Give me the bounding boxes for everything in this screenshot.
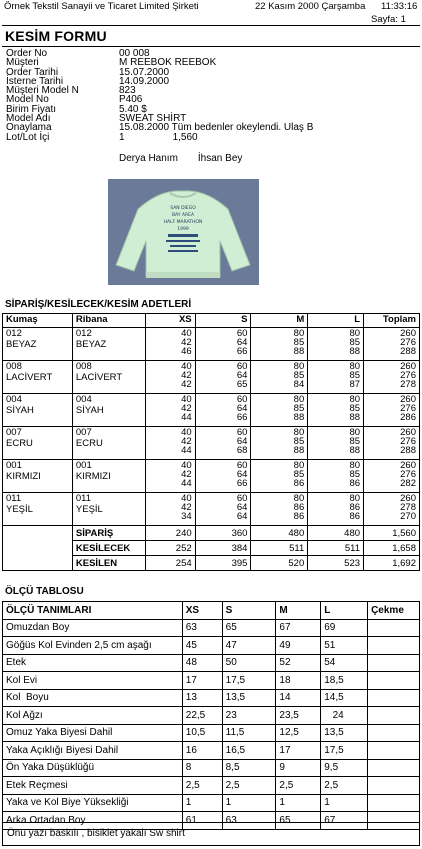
info-label: Onaylama bbox=[6, 122, 52, 134]
measure-value: 16 bbox=[182, 742, 222, 760]
total-cell: 260 276 282 bbox=[364, 460, 420, 493]
shrink-value bbox=[368, 742, 420, 760]
info-row bbox=[6, 133, 313, 142]
size-cell: 80 85 87 bbox=[308, 361, 364, 394]
measure-value: 18 bbox=[276, 672, 321, 690]
measure-value: 1 bbox=[222, 794, 276, 812]
totals-label: SİPARİŞ bbox=[72, 526, 145, 541]
size-cell: 40 42 46 bbox=[145, 328, 195, 361]
column-header: XS bbox=[145, 314, 195, 328]
measure-value: 18,5 bbox=[321, 672, 368, 690]
size-cell: 384 bbox=[195, 541, 251, 556]
print-line: BAY AREA bbox=[171, 213, 195, 218]
measure-value: 12,5 bbox=[276, 724, 321, 742]
column-header: S bbox=[222, 602, 276, 620]
shrink-value bbox=[368, 707, 420, 725]
info-row bbox=[6, 86, 313, 95]
info-value: 5.40 $ bbox=[119, 103, 147, 115]
shrink-value bbox=[368, 619, 420, 637]
table-row bbox=[3, 493, 420, 526]
size-cell: 523 bbox=[308, 556, 364, 571]
size-cell: 40 42 42 bbox=[145, 361, 195, 394]
size-cell: 80 85 88 bbox=[251, 394, 308, 427]
measure-value: 14,5 bbox=[321, 689, 368, 707]
fabric-cell: 011 YEŞİL bbox=[3, 493, 73, 526]
measure-value: 23 bbox=[222, 707, 276, 725]
measure-value: 65 bbox=[276, 812, 321, 830]
rib-cell: 007 ECRU bbox=[72, 427, 145, 460]
contact-name: Derya Hanım bbox=[119, 153, 178, 164]
fabric-cell: 012 BEYAZ bbox=[3, 328, 73, 361]
measure-name: Etek Reçmesi bbox=[3, 777, 183, 795]
size-cell: 80 85 88 bbox=[308, 394, 364, 427]
info-value: 00 008 bbox=[119, 48, 150, 59]
size-cell: 511 bbox=[251, 541, 308, 556]
measure-name: Ön Yaka Düşüklüğü bbox=[3, 759, 183, 777]
measure-name: Kol Ağzı bbox=[3, 707, 183, 725]
title-divider bbox=[2, 46, 420, 47]
size-cell: 80 85 88 bbox=[308, 427, 364, 460]
measure-value: 24 bbox=[321, 707, 368, 725]
sweatshirt-image bbox=[108, 179, 259, 285]
table-row bbox=[3, 637, 420, 655]
print-line: SAN DIEGO bbox=[170, 206, 196, 211]
measure-value: 13,5 bbox=[222, 689, 276, 707]
rib-cell: 011 YEŞİL bbox=[72, 493, 145, 526]
column-header: Çekme bbox=[368, 602, 420, 620]
order-header-row bbox=[3, 314, 420, 328]
order-table bbox=[2, 313, 420, 571]
measure-value: 2,5 bbox=[182, 777, 222, 795]
measure-value: 23,5 bbox=[276, 707, 321, 725]
measure-value: 9 bbox=[276, 759, 321, 777]
total-cell: 260 276 286 bbox=[364, 394, 420, 427]
info-label: Order No bbox=[6, 48, 48, 59]
fabric-cell: 004 SİYAH bbox=[3, 394, 73, 427]
column-header: M bbox=[276, 602, 321, 620]
size-cell: 360 bbox=[195, 526, 251, 541]
info-value: 15.07.2000 bbox=[119, 66, 170, 78]
measure-value: 52 bbox=[276, 654, 321, 672]
size-cell: 80 85 88 bbox=[308, 328, 364, 361]
company-name: Örnek Tekstil Sanayii ve Ticaret Limited Şirketi bbox=[4, 1, 199, 12]
column-header: M bbox=[251, 314, 308, 328]
size-cell: 60 64 66 bbox=[195, 394, 251, 427]
size-cell: 480 bbox=[308, 526, 364, 541]
totals-row bbox=[3, 526, 420, 541]
measure-value: 2,5 bbox=[222, 777, 276, 795]
table-row bbox=[3, 689, 420, 707]
measure-value: 67 bbox=[321, 812, 368, 830]
table-row bbox=[3, 759, 420, 777]
measure-name: Omuz Yaka Biyesi Dahil bbox=[3, 724, 183, 742]
measure-name: Göğüs Kol Evinden 2,5 cm aşağı bbox=[3, 637, 183, 655]
size-cell: 60 64 66 bbox=[195, 460, 251, 493]
product-photo bbox=[108, 179, 259, 285]
product-note: Önü yazı baskılı , bisiklet yakalı Sw shirt bbox=[2, 822, 420, 846]
shrink-value bbox=[368, 777, 420, 795]
table-row bbox=[3, 707, 420, 725]
measure-name: Etek bbox=[3, 654, 183, 672]
print-line: HALF MARATHON bbox=[163, 220, 203, 225]
totals-label: KESİLECEK bbox=[72, 541, 145, 556]
table-row bbox=[3, 328, 420, 361]
size-cell: 40 42 44 bbox=[145, 427, 195, 460]
info-label: Order Tarihi bbox=[6, 66, 59, 78]
measure-value: 63 bbox=[182, 619, 222, 637]
measure-value: 63 bbox=[222, 812, 276, 830]
measure-name: Arka Ortadan Boy bbox=[3, 812, 183, 830]
measure-value: 17,5 bbox=[321, 742, 368, 760]
measure-value: 47 bbox=[222, 637, 276, 655]
size-cell: 40 42 44 bbox=[145, 460, 195, 493]
contact-name: İhsan Bey bbox=[197, 153, 243, 164]
info-label: Model Adı bbox=[6, 113, 51, 125]
total-cell: 1,658 bbox=[364, 541, 420, 556]
shrink-value bbox=[368, 637, 420, 655]
print-date: 22 Kasım 2000 Çarşamba bbox=[255, 1, 366, 12]
info-value: 14.09.2000 bbox=[119, 75, 170, 87]
measure-value: 10,5 bbox=[182, 724, 222, 742]
measure-value: 22,5 bbox=[182, 707, 222, 725]
measure-value: 2,5 bbox=[276, 777, 321, 795]
measure-name: Yaka ve Kol Biye Yüksekliği bbox=[3, 794, 183, 812]
info-row bbox=[6, 123, 313, 132]
shrink-value bbox=[368, 672, 420, 690]
measure-value: 17 bbox=[182, 672, 222, 690]
size-cell: 252 bbox=[145, 541, 195, 556]
size-cell: 240 bbox=[145, 526, 195, 541]
rib-cell: 012 BEYAZ bbox=[72, 328, 145, 361]
column-header: Ribana bbox=[72, 314, 145, 328]
measure-value: 16,5 bbox=[222, 742, 276, 760]
info-value: P406 bbox=[119, 94, 143, 106]
measure-value: 1 bbox=[276, 794, 321, 812]
shrink-value bbox=[368, 654, 420, 672]
measure-value: 61 bbox=[182, 812, 222, 830]
size-cell: 60 64 66 bbox=[195, 328, 251, 361]
measure-section-title: ÖLÇÜ TABLOSU bbox=[5, 586, 84, 597]
info-label: Birim Fiyatı bbox=[6, 103, 56, 115]
info-label: Model No bbox=[6, 94, 49, 106]
rib-cell: 004 SİYAH bbox=[72, 394, 145, 427]
column-header: Toplam bbox=[364, 314, 420, 328]
column-header: XS bbox=[182, 602, 222, 620]
size-cell: 80 85 86 bbox=[308, 460, 364, 493]
total-cell: 1,692 bbox=[364, 556, 420, 571]
fabric-cell: 007 ECRU bbox=[3, 427, 73, 460]
measure-value: 54 bbox=[321, 654, 368, 672]
size-cell: 395 bbox=[195, 556, 251, 571]
measure-header-row bbox=[3, 602, 420, 620]
size-cell: 520 bbox=[251, 556, 308, 571]
table-row bbox=[3, 742, 420, 760]
column-header: Kumaş bbox=[3, 314, 73, 328]
info-value-secondary: 1,560 bbox=[172, 131, 198, 143]
info-label: İsterne Tarihi bbox=[6, 75, 64, 87]
measure-value: 1 bbox=[182, 794, 222, 812]
info-value: SWEAT SHİRT bbox=[119, 113, 187, 125]
measure-value: 8 bbox=[182, 759, 222, 777]
page-title: KESİM FORMU bbox=[5, 28, 107, 44]
measure-name: Kol Boyu bbox=[3, 689, 183, 707]
shrink-value bbox=[368, 724, 420, 742]
shrink-value bbox=[368, 759, 420, 777]
measure-value: 13 bbox=[182, 689, 222, 707]
size-cell: 80 85 88 bbox=[251, 427, 308, 460]
table-row bbox=[3, 460, 420, 493]
total-cell: 260 278 270 bbox=[364, 493, 420, 526]
table-row bbox=[3, 654, 420, 672]
measure-value: 51 bbox=[321, 637, 368, 655]
size-cell: 80 85 86 bbox=[251, 460, 308, 493]
column-header: L bbox=[321, 602, 368, 620]
order-info bbox=[6, 49, 313, 142]
measure-value: 13,5 bbox=[321, 724, 368, 742]
measure-value: 2,5 bbox=[321, 777, 368, 795]
measure-value: 11,5 bbox=[222, 724, 276, 742]
order-section-title: SİPARİŞ/KESİLECEK/KESİM ADETLERİ bbox=[5, 299, 192, 310]
header-divider bbox=[2, 25, 420, 26]
table-row bbox=[3, 672, 420, 690]
size-cell: 60 64 64 bbox=[195, 493, 251, 526]
measure-name: Omuzdan Boy bbox=[3, 619, 183, 637]
measure-value: 65 bbox=[222, 619, 276, 637]
info-value: 15.08.2000 Tüm bedenler okeylendi. Ulaş B bbox=[119, 122, 314, 134]
info-label: Müşteri bbox=[6, 57, 39, 69]
size-cell: 40 42 34 bbox=[145, 493, 195, 526]
empty-cell bbox=[3, 526, 73, 571]
print-time: 11:33:16 bbox=[381, 1, 418, 12]
table-row bbox=[3, 394, 420, 427]
shrink-value bbox=[368, 794, 420, 812]
size-cell: 60 64 68 bbox=[195, 427, 251, 460]
measure-value: 9,5 bbox=[321, 759, 368, 777]
rib-cell: 008 LACİVERT bbox=[72, 361, 145, 394]
measure-value: 1 bbox=[321, 794, 368, 812]
measure-value: 50 bbox=[222, 654, 276, 672]
print-line: 1999 bbox=[177, 227, 189, 232]
measure-name: Yaka Açıklığı Biyesi Dahil bbox=[3, 742, 183, 760]
page-number: Sayfa: 1 bbox=[371, 14, 406, 25]
totals-label: KESİLEN bbox=[72, 556, 145, 571]
size-cell: 80 86 86 bbox=[251, 493, 308, 526]
fabric-cell: 008 LACİVERT bbox=[3, 361, 73, 394]
contacts bbox=[119, 153, 242, 164]
measure-value: 69 bbox=[321, 619, 368, 637]
shrink-value bbox=[368, 689, 420, 707]
size-cell: 480 bbox=[251, 526, 308, 541]
size-cell: 80 85 84 bbox=[251, 361, 308, 394]
measure-value: 17 bbox=[276, 742, 321, 760]
measure-table bbox=[2, 601, 420, 830]
total-cell: 260 276 288 bbox=[364, 427, 420, 460]
size-cell: 40 42 44 bbox=[145, 394, 195, 427]
measure-value: 17,5 bbox=[222, 672, 276, 690]
fabric-cell: 001 KIRMIZI bbox=[3, 460, 73, 493]
rib-cell: 001 KIRMIZI bbox=[72, 460, 145, 493]
table-row bbox=[3, 361, 420, 394]
measure-value: 67 bbox=[276, 619, 321, 637]
measure-value: 8,5 bbox=[222, 759, 276, 777]
info-value: 1 bbox=[119, 131, 125, 143]
info-label: Lot/Lot İçi bbox=[6, 131, 50, 143]
column-header: L bbox=[308, 314, 364, 328]
info-value: 823 bbox=[119, 85, 136, 97]
measure-value: 48 bbox=[182, 654, 222, 672]
measure-value: 45 bbox=[182, 637, 222, 655]
size-cell: 80 85 88 bbox=[251, 328, 308, 361]
table-row bbox=[3, 794, 420, 812]
column-header: ÖLÇÜ TANIMLARI bbox=[3, 602, 183, 620]
total-cell: 260 276 278 bbox=[364, 361, 420, 394]
measure-value: 14 bbox=[276, 689, 321, 707]
size-cell: 60 64 65 bbox=[195, 361, 251, 394]
column-header: S bbox=[195, 314, 251, 328]
table-row bbox=[3, 724, 420, 742]
measure-value: 49 bbox=[276, 637, 321, 655]
table-row bbox=[3, 619, 420, 637]
table-row bbox=[3, 427, 420, 460]
total-cell: 1,560 bbox=[364, 526, 420, 541]
info-value: M REEBOK REEBOK bbox=[119, 57, 217, 69]
size-cell: 80 86 86 bbox=[308, 493, 364, 526]
total-cell: 260 276 288 bbox=[364, 328, 420, 361]
size-cell: 254 bbox=[145, 556, 195, 571]
size-cell: 511 bbox=[308, 541, 364, 556]
table-row bbox=[3, 777, 420, 795]
measure-name: Kol Evi bbox=[3, 672, 183, 690]
info-label: Müşteri Model N bbox=[6, 85, 79, 97]
